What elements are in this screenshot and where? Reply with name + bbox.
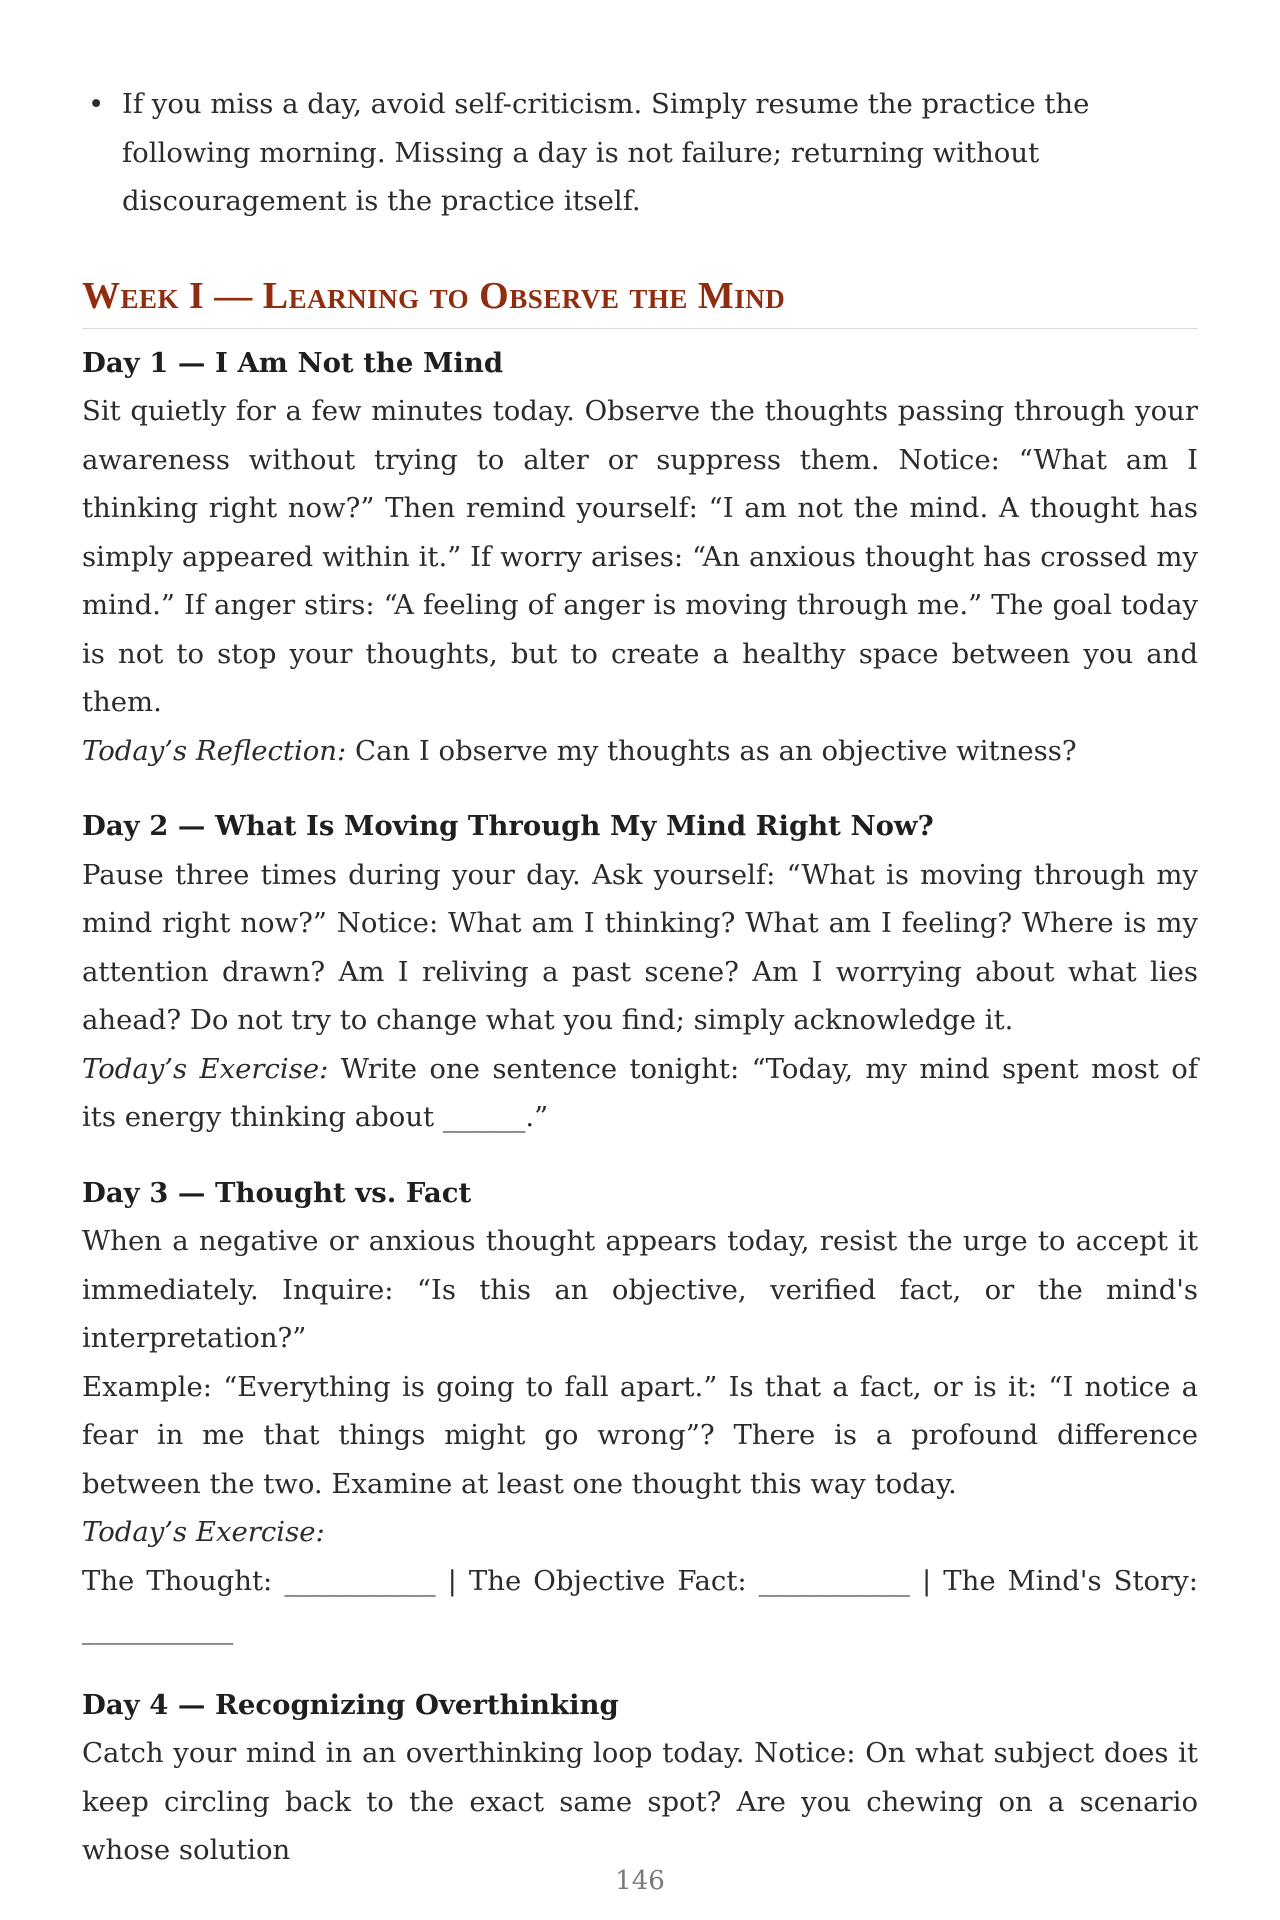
day-body: Pause three times during your day. Ask yourself: “What is moving through my mind right now?” Notice: What am I thinking? What am I feeling? Where is my attention drawn? Am I reliving a past scene? Am I worrying about what lies ahead? Do not try to change what you find; simply acknowledge it. (82, 858, 1198, 1036)
exercise-worksheet: The Thought: ___________ | The Objective Fact: ___________ | The Mind's Story: ___________ (82, 1564, 1198, 1645)
exercise-label: Today’s Exercise: (82, 1052, 329, 1085)
day-section-1 (82, 339, 1198, 776)
day-exercise (82, 1045, 1198, 1142)
bullet-marker: • (88, 88, 105, 120)
page-content (82, 80, 1198, 1875)
day-reflection (82, 727, 1198, 776)
day-title: Day 3 — Thought vs. Fact (82, 1176, 472, 1209)
day-body: When a negative or anxious thought appears today, resist the urge to accept it immediately. Inquire: “Is this an objective, verified fact, or the mind's interpretation?” (82, 1225, 1198, 1354)
day-title: Day 2 — What Is Moving Through My Mind Right Now? (82, 810, 934, 842)
day-body: Catch your mind in an overthinking loop today. Notice: On what subject does it keep circling back to the exact same spot? Are you chewing on a scenario whose solution (82, 1737, 1198, 1866)
day-title: Day 4 — Recognizing Overthinking (82, 1688, 619, 1721)
day-section-4 (82, 1681, 1198, 1875)
bullet-item (82, 80, 1198, 226)
day-section-2 (82, 802, 1198, 1142)
exercise-label: Today’s Exercise: (82, 1516, 325, 1548)
reflection-label: Today’s Reflection: (82, 734, 347, 767)
day-title: Day 1 — I Am Not the Mind (82, 346, 504, 379)
reflection-text: Can I observe my thoughts as an objective witness? (346, 734, 1077, 767)
bullet-text: If you miss a day, avoid self-criticism. Simply resume the practice the following morning. Missing a day is not failure; returning without discouragement is the practice itself. (122, 88, 1090, 217)
page-number: 146 (615, 1866, 665, 1896)
exercise-text: Write one sentence tonight: “Today, my mind spent most of its energy thinking about ______.” (82, 1052, 1198, 1133)
day-body: Sit quietly for a few minutes today. Observe the thoughts passing through your awareness without trying to alter or suppress them. Notice: “What am I thinking right now?” Then remind yourself: “I am not the mind. A thought has simply appeared within it.” If worry arises: “An anxious thought has crossed my mind.” If anger stirs: “A feeling of anger is moving through me.” The goal today is not to stop your thoughts, but to create a healthy space between you and them. (82, 395, 1198, 718)
day-section-3 (82, 1169, 1198, 1654)
day-example: Example: “Everything is going to fall apart.” Is that a fact, or is it: “I notice a fear in me that things might go wrong”? There is a profound difference between the two. Examine at least one thought this way today. (82, 1370, 1198, 1500)
week-heading: Week I — Learning to Observe the Mind (82, 274, 1198, 329)
